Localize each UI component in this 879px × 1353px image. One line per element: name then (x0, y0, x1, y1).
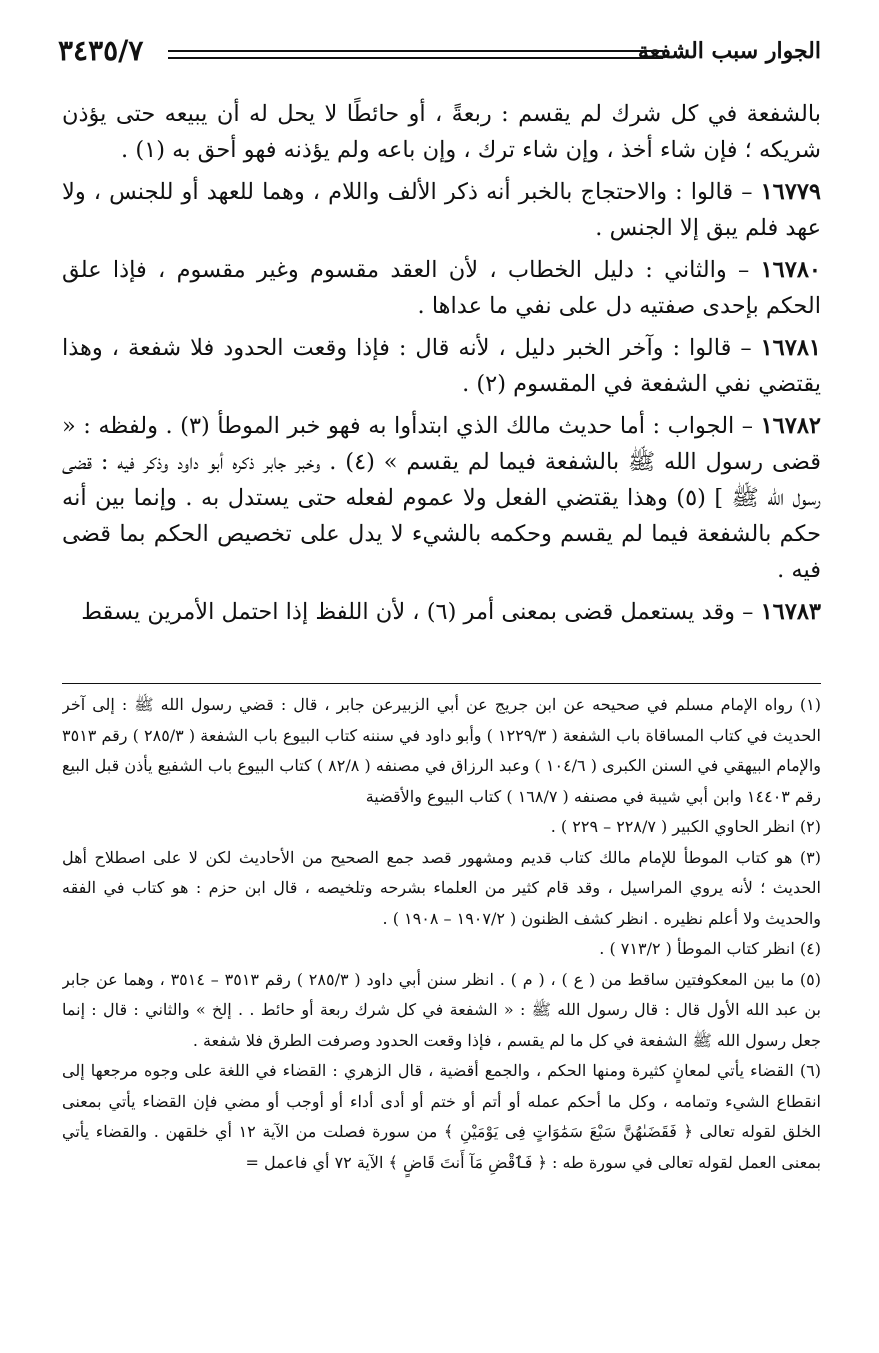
paragraph-number: ١٦٧٨٢ (760, 413, 821, 439)
paragraph (62, 330, 821, 402)
footnote: (٢) انظر الحاوي الكبير ( ٢٢٨/٧ – ٢٢٩ ) . (550, 817, 821, 836)
paragraph-text: – وقد يستعمل قضى بمعنى أمر (٦) ، لأن اللفظ إذا احتمل الأمرين يسقط (81, 599, 761, 625)
main-text (62, 96, 821, 671)
paragraph-number: ١٦٧٨٠ (760, 257, 821, 283)
paragraph-text: – قالوا : وآخر الخبر دليل ، لأنه قال : فإذا وقعت الحدود فلا شفعة ، وهذا يقتضي نفي الشفعة في المقسوم (٢) . (62, 335, 821, 397)
footnotes (62, 690, 821, 1320)
paragraph (62, 252, 821, 324)
footnote: (٤) انظر كتاب الموطأ ( ٧١٣/٢ ) . (599, 939, 821, 958)
paragraph-text: – والثاني : دليل الخطاب ، لأن العقد مقسوم وغير مقسوم ، فإذا علق الحكم بإحدى صفتيه دل على نفي ما عداها . (62, 257, 821, 319)
paragraph-text: بالشفعة في كل شرك لم يقسم : ربعةً ، أو حائطًا لا يحل له أن يبيعه حتى يؤذن شريكه ؛ فإن شاء أخذ ، وإن شاء ترك ، وإن باعه ولم يؤذنه فهو أحق به (١) . (62, 101, 821, 163)
paragraph (62, 594, 821, 630)
paragraph (62, 96, 821, 168)
header-rule (168, 50, 663, 59)
footnote: (١) رواه الإمام مسلم في صحيحه عن ابن جريج عن أبي الزبيرعن جابر ، قال : قضي رسول الله ﷺ : إلى آخر الحديث في كتاب المساقاة باب الشفعة ( ١٢٢٩/٣ ) وأبو داود في سننه كتاب البيوع باب الشفعة ( ٢٨٥/٣ ) رقم ٣٥١٣ والإمام البيهقي في السنن الكبرى ( ١٠٤/٦ ) وعبد الرزاق في مصنفه ( ٨٢/٨ ) كتاب البيوع باب الشفيع يأذن قبل البيع رقم ١٤٤٠٣ وابن أبي شيبة في مصنفه ( ١٦٨/٧ ) كتاب البيوع والأقضية (62, 695, 821, 806)
paragraph (62, 408, 821, 588)
paragraph-number: ١٦٧٨٣ (760, 599, 821, 625)
page-header (58, 34, 821, 74)
paragraph (62, 174, 821, 246)
footnote: (٣) هو كتاب الموطأ للإمام مالك كتاب قديم ومشهور قصد جمع الصحيح من الأحاديث لكن لا على اصطلاح أهل الحديث ؛ لأنه يروي المراسيل ، وقد قام كثير من العلماء بشرحه وتلخيصه ، قال ابن حزم : هو كتاب في الفقه والحديث ولا أعلم نظيره . انظر كشف الظنون ( ١٩٠٧/٢ – ١٩٠٨ ) . (62, 847, 821, 928)
footnote: (٦) القضاء يأتي لمعانٍ كثيرة ومنها الحكم ، والجمع أقضية ، قال الزهري : القضاء في اللغة على وجوه مرجعها إلى انقطاع الشيء وتمامه ، وكل ما أحكم عمله أو أتم أو ختم أو أدى أداء أو أوجب أو مضي فإن القضاء يأتي بمعنى الخلق لقوله تعالى ﴿ فَقَضَىٰهُنَّ سَبْعَ سَمَٰوَاتٍ فِى يَوْمَيْنِ ﴾ من سورة فصلت من الآية ١٢ أي خلقهن . والقضاء يأتي بمعنى العمل لقوله تعالى في سورة طه : ﴿ فَٱقْضِ مَآ أَنتَ قَاضٍ ﴾ الآية ٧٢ أي فاعمل = (62, 1061, 821, 1172)
footnote-divider (62, 683, 821, 684)
paragraph-text: – قالوا : والاحتجاج بالخبر أنه ذكر الألف واللام ، وهما للعهد أو للجنس ، ولا عهد فلم يبق إلا الجنس . (62, 179, 821, 241)
footnote: (٥) ما بين المعكوفتين ساقط من ( ع ) ، ( م ) . انظر سنن أبي داود ( ٢٨٥/٣ ) رقم ٣٥١٣ – ٣٥١٤ ، وهما عن جابر بن عبد الله الأول قال : قال رسول الله ﷺ : « الشفعة في كل شرك ربعة أو حائط . . إلخ » والثاني : قال : إنما جعل رسول الله ﷺ الشفعة في كل ما لم يقسم ، فإذا وقعت الحدود وصرفت الطرق فلا شفعة . (62, 969, 821, 1050)
page-number: ٣٤٣٥/٧ (58, 34, 144, 67)
running-title: الجوار سبب الشفعة (637, 38, 821, 64)
paragraph-number: ١٦٧٨١ (760, 335, 821, 361)
paragraph-number: ١٦٧٧٩ (760, 179, 821, 205)
paragraph-text: – الجواب : أما حديث مالك الذي ابتدأوا به فهو خبر الموطأ (٣) . ولفظه : « قضى رسول الله ﷺ بالشفعة فيما لم يقسم » (٤) . وخبر جابر ذكره أبو داود وذكر فيه : قضى رسول الله ﷺ ] (٥) وهذا يقتضي الفعل ولا عموم لفعله حتى يستدل به . وإنما بين أنه حكم بالشفعة فيما لم يقسم وحكمه بالشيء لا يدل على تخصيص الحكم بما قضى فيه . (62, 413, 821, 583)
